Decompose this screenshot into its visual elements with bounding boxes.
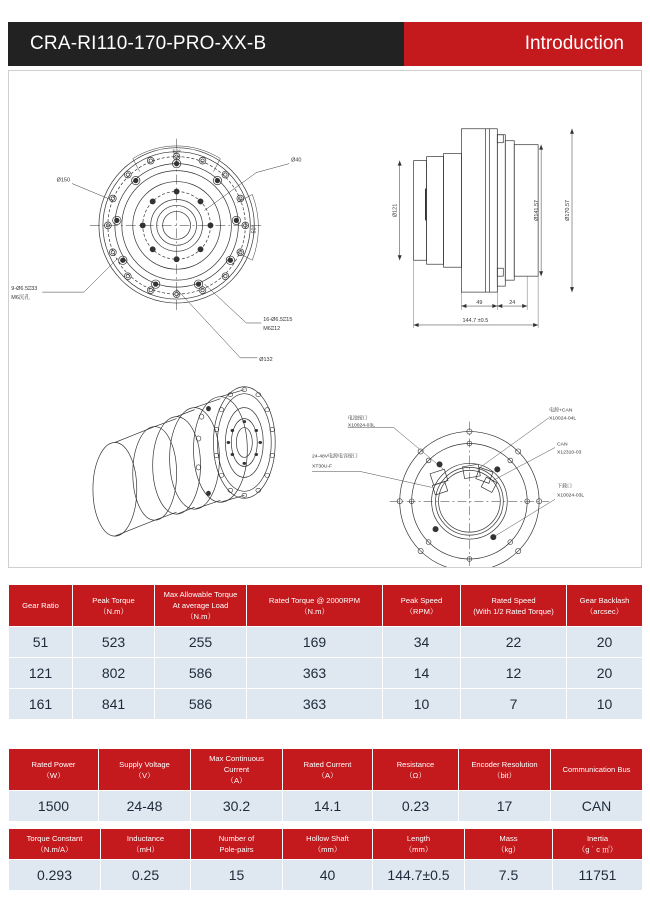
cell-rated-torque: 363 — [247, 689, 383, 720]
cell-pole-pairs: 15 — [191, 860, 283, 891]
column-header-max-continuous-current — [191, 749, 283, 791]
cell-rated-torque: 363 — [247, 658, 383, 689]
cell-peak-speed: 10 — [383, 689, 461, 720]
rear-can-label: CAN — [557, 442, 568, 448]
column-header-gear-backlash — [567, 585, 643, 627]
header-line-1: Rated Power — [31, 759, 76, 769]
cell-rated-speed: 22 — [461, 627, 567, 658]
section-banner — [404, 22, 642, 66]
column-header-rated-current — [283, 749, 373, 791]
page-title: CRA-RI110-170-PRO-XX-B — [30, 33, 267, 54]
cell-peak-torque: 802 — [73, 658, 155, 689]
header-line-1: Hollow Shaft — [306, 834, 349, 843]
header-line-2: (With 1/2 Rated Torque) — [473, 606, 554, 616]
rear-power-can-pn-label: X10024-04L — [549, 416, 577, 422]
header-line-1: Peak Torque — [92, 595, 135, 605]
rear-battery-pn-label: X10024-03L — [347, 423, 375, 429]
cell-gear-backlash: 20 — [567, 658, 643, 689]
cell-inertia: 11751 — [553, 860, 643, 891]
front-note-left-line1: 9-Ø6.5⍁33 — [11, 286, 38, 293]
isometric-view-drawing — [93, 387, 275, 536]
column-header-encoder-resolution — [459, 749, 551, 791]
section-label: Introduction — [524, 33, 624, 54]
header-line-2: At average Load — [172, 601, 229, 610]
front-bolt-circle-label: Ø132 — [259, 356, 273, 363]
table-row — [9, 658, 643, 689]
header-line-1: Rated Torque @ 2000RPM — [268, 595, 361, 605]
rear-download-label: 下载口 — [557, 484, 572, 490]
header-line-1: Peak Speed — [400, 595, 443, 605]
cell-rated-current: 14.1 — [283, 791, 373, 822]
cell-rated-speed: 7 — [461, 689, 567, 720]
front-angle-right-label: 50° — [251, 225, 258, 234]
header-line-2: （N.m/A） — [36, 845, 73, 854]
header-line-2: （mH） — [132, 845, 159, 854]
column-header-pole-pairs — [191, 829, 283, 860]
side-total-length-label: 144.7 ±0.5 — [462, 317, 489, 324]
side-flange-dia-label: Ø141.57 — [534, 199, 541, 221]
rear-power-can-label: 电源+CAN — [549, 408, 573, 414]
technical-drawing-svg — [9, 71, 641, 567]
cell-hollow-shaft: 40 — [283, 860, 373, 891]
header-line-1: Rated Current — [303, 759, 352, 769]
header-line-2: （W） — [42, 770, 65, 780]
header-line-1: Resistance — [396, 759, 435, 769]
header-line-1: Inductance — [126, 834, 165, 843]
table-header-row — [9, 749, 643, 791]
cell-inductance: 0.25 — [101, 860, 191, 891]
cell-gear-backlash: 10 — [567, 689, 643, 720]
header-line-1: Torque Constant — [26, 834, 83, 843]
cell-rated-power: 1500 — [9, 791, 99, 822]
front-view-drawing — [11, 139, 301, 363]
front-outer-dia-label: Ø150 — [56, 177, 71, 184]
header-line-2: （A） — [317, 770, 338, 780]
header-line-2: （bit） — [492, 770, 517, 780]
header-line-2: （arcsec） — [585, 606, 624, 616]
cell-max-continuous-current: 30.2 — [191, 791, 283, 822]
technical-drawing-panel — [8, 70, 642, 568]
column-header-hollow-shaft — [283, 829, 373, 860]
side-seg2-label: 24 — [509, 300, 516, 307]
side-overall-dia-label: Ø170.57 — [565, 199, 572, 221]
header-line-1: Encoder Resolution — [471, 759, 538, 769]
header-line-2: Pole-pairs — [219, 845, 254, 854]
rear-power-pn-label: XT30U-F — [312, 464, 333, 470]
mechanical-spec-table — [8, 584, 643, 720]
rear-battery-label: 电池接口 — [347, 416, 368, 422]
column-header-torque-constant — [9, 829, 101, 860]
cell-mass: 7.5 — [465, 860, 553, 891]
front-note-left-line2: M6沉孔 — [11, 295, 30, 302]
cell-peak-speed: 14 — [383, 658, 461, 689]
header-line-2: （N.m） — [299, 606, 330, 616]
header-line-1: Max Allowable Torque — [163, 590, 238, 599]
header-line-1: Gear Ratio — [22, 601, 59, 610]
cell-max-allowable-torque: 586 — [155, 689, 247, 720]
cell-communication-bus: CAN — [551, 791, 643, 822]
header-line-1: Max Continuous — [209, 754, 264, 763]
column-header-inductance — [101, 829, 191, 860]
column-header-rated-speed — [461, 585, 567, 627]
electrical-spec-table — [8, 748, 643, 822]
model-banner — [8, 22, 404, 66]
column-header-peak-speed — [383, 585, 461, 627]
header-line-1: Mass — [499, 834, 518, 843]
header-line-1: Length — [406, 834, 431, 843]
physical-spec-table — [8, 828, 643, 891]
front-note-right-line1: 16-Ø6.5⍁15 — [263, 316, 293, 323]
column-header-rated-power — [9, 749, 99, 791]
header-line-2: （Ω） — [405, 770, 426, 780]
column-header-peak-torque — [73, 585, 155, 627]
cell-max-allowable-torque: 586 — [155, 658, 247, 689]
front-bore-dia-label: Ø40 — [291, 157, 302, 164]
header-line-2: （mm） — [313, 845, 342, 854]
rear-power-label: 24-48V电源电容接口 — [312, 454, 358, 460]
front-note-right-line2: M6⍁12 — [263, 325, 281, 332]
column-header-gear-ratio — [9, 585, 73, 627]
header-line-2: （kg） — [496, 845, 521, 854]
header-line-2: （RPM） — [405, 606, 438, 616]
column-header-length — [373, 829, 465, 860]
header-line-2: （V） — [134, 770, 155, 780]
table-header-row — [9, 829, 643, 860]
header-line-1: Communication Bus — [562, 765, 631, 774]
side-body-dia-label: Ø121 — [392, 203, 399, 218]
column-header-max-allowable-torque — [155, 585, 247, 627]
cell-peak-speed: 34 — [383, 627, 461, 658]
side-seg1-label: 49 — [476, 300, 483, 307]
cell-torque-constant: 0.293 — [9, 860, 101, 891]
cell-gear-ratio: 121 — [9, 658, 73, 689]
column-header-supply-voltage — [99, 749, 191, 791]
header-line-1: Supply Voltage — [119, 759, 170, 769]
header-line-3: （N.m） — [185, 612, 216, 621]
column-header-communication-bus — [551, 749, 643, 791]
cell-gear-backlash: 20 — [567, 627, 643, 658]
header-line-2: Current — [223, 765, 250, 774]
column-header-inertia — [553, 829, 643, 860]
column-header-mass — [465, 829, 553, 860]
table-row — [9, 689, 643, 720]
table-header-row — [9, 585, 643, 627]
header-line-2: （N.m） — [98, 606, 129, 616]
cell-gear-ratio: 161 — [9, 689, 73, 720]
cell-resistance: 0.23 — [373, 791, 459, 822]
header-line-1: Rated Speed — [491, 595, 536, 605]
cell-rated-torque: 169 — [247, 627, 383, 658]
cell-rated-speed: 12 — [461, 658, 567, 689]
header-line-3: （A） — [226, 776, 247, 785]
header-line-2: （g ˙ c ㎡） — [577, 845, 618, 854]
table-row — [9, 860, 643, 891]
page-header — [8, 22, 642, 66]
cell-gear-ratio: 51 — [9, 627, 73, 658]
header-line-2: （mm） — [404, 845, 433, 854]
cell-supply-voltage: 24-48 — [99, 791, 191, 822]
header-line-1: Gear Backlash — [579, 595, 630, 605]
table-row — [9, 791, 643, 822]
front-angle-top-label: 60° — [172, 149, 181, 156]
column-header-resistance — [373, 749, 459, 791]
rear-view-drawing — [312, 407, 584, 567]
side-view-drawing — [393, 129, 574, 328]
column-header-rated-torque — [247, 585, 383, 627]
cell-encoder-resolution: 17 — [459, 791, 551, 822]
table-row — [9, 627, 643, 658]
cell-max-allowable-torque: 255 — [155, 627, 247, 658]
header-line-1: Inertia — [586, 834, 609, 843]
cell-peak-torque: 841 — [73, 689, 155, 720]
cell-length: 144.7±0.5 — [373, 860, 465, 891]
header-line-1: Number of — [218, 834, 255, 843]
rear-download-pn-label: X10024-03L — [557, 493, 585, 499]
cell-peak-torque: 523 — [73, 627, 155, 658]
rear-can-pn-label: X12310-03 — [557, 450, 582, 456]
